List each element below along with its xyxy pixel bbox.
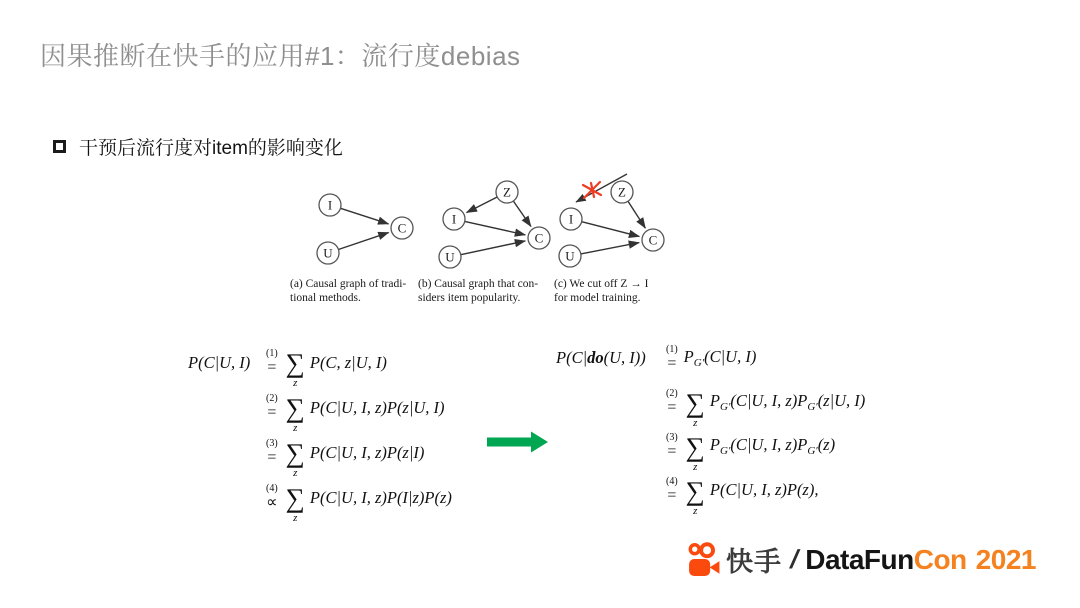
node-label-c: C xyxy=(397,220,407,236)
formula-line: (4) ∝ ∑ z P(C|U, I, z)P(I|z)P(z) xyxy=(266,483,452,524)
graph-c xyxy=(559,174,664,267)
node-label-z: Z xyxy=(618,184,626,200)
sum-symbol: ∑ z xyxy=(685,475,705,517)
page-title: 因果推断在快手的应用#1：流行度debias xyxy=(40,41,521,71)
formula-line: (2) = ∑ z P(C|U, I, z)P(z|U, I) xyxy=(266,393,445,434)
formula-line: P(C|U, I) (1) = ∑ z P(C, z|U, I) xyxy=(188,348,387,389)
edge-z-to-c xyxy=(628,201,645,228)
node-label-i: I xyxy=(327,197,333,213)
figure-caption-a: (a) Causal graph of tradi- tional methods. xyxy=(290,278,407,304)
node-label-c: C xyxy=(534,230,544,246)
formula-line: (4) = ∑ z P(C|U, I, z)P(z), xyxy=(666,475,819,517)
node-label-z: Z xyxy=(503,184,511,200)
footer-logos xyxy=(688,540,1036,579)
formula-block-right xyxy=(556,336,866,517)
figure-caption-c: (c) We cut off Z → I for model training. xyxy=(554,278,649,304)
formula-line: (3) = ∑ z $P_{G'}(C|U$, I, $z)P_{G'}(z)$ xyxy=(666,431,836,473)
edge-z-to-c xyxy=(513,201,531,227)
node-label-c: C xyxy=(648,232,658,248)
graph-a xyxy=(317,194,413,264)
node-label-u: U xyxy=(445,249,455,265)
edge-u-to-c xyxy=(581,243,639,254)
edge-u-to-c xyxy=(338,233,388,250)
edge-i-to-c xyxy=(465,221,526,235)
node-label-i: I xyxy=(451,211,457,227)
formula-block-left xyxy=(188,340,452,524)
sum-symbol: ∑ z xyxy=(285,348,305,389)
sum-symbol: ∑ z xyxy=(285,393,305,434)
sum-symbol: ∑ z xyxy=(685,387,705,429)
formula-line: P(C|do(U, I)) (1) = $P_{G'}(C|U$, I) xyxy=(556,343,757,372)
formula-line: (2) = ∑ z $P_{G'}(C|U$, I, $z)P_{G'}(z|U$, I) xyxy=(666,387,866,429)
edge-i-to-c xyxy=(341,208,389,224)
sum-symbol: ∑ z xyxy=(685,431,705,473)
kuaishou-logo-icon xyxy=(688,542,721,577)
datafun-wordmark: DataFun xyxy=(805,543,914,575)
sum-symbol: ∑ z xyxy=(285,438,305,479)
edge-i-to-c xyxy=(582,222,640,237)
causal-graph-figure xyxy=(290,170,680,282)
bullet-text: 干预后流行度对item的影响变化 xyxy=(79,138,343,159)
kuaishou-wordmark: 快手 xyxy=(726,547,782,577)
con-wordmark: Con xyxy=(913,543,967,575)
node-label-i: I xyxy=(568,211,574,227)
edge-z-to-i xyxy=(467,197,498,213)
logo-separator: / xyxy=(787,544,803,574)
bullet-row xyxy=(53,133,343,160)
node-label-u: U xyxy=(323,245,333,261)
year-label: 2021 xyxy=(975,543,1036,575)
graph-b xyxy=(439,181,550,268)
green-arrow-icon xyxy=(487,429,549,455)
node-label-u: U xyxy=(565,248,575,264)
square-bullet-icon xyxy=(53,140,66,153)
figure-caption-b: (b) Causal graph that con- siders item popularity. xyxy=(418,278,539,304)
formula-line: (3) = ∑ z P(C|U, I, z)P(z|I) xyxy=(266,438,425,479)
sum-symbol: ∑ z xyxy=(285,483,305,524)
edge-u-to-c xyxy=(461,241,526,255)
